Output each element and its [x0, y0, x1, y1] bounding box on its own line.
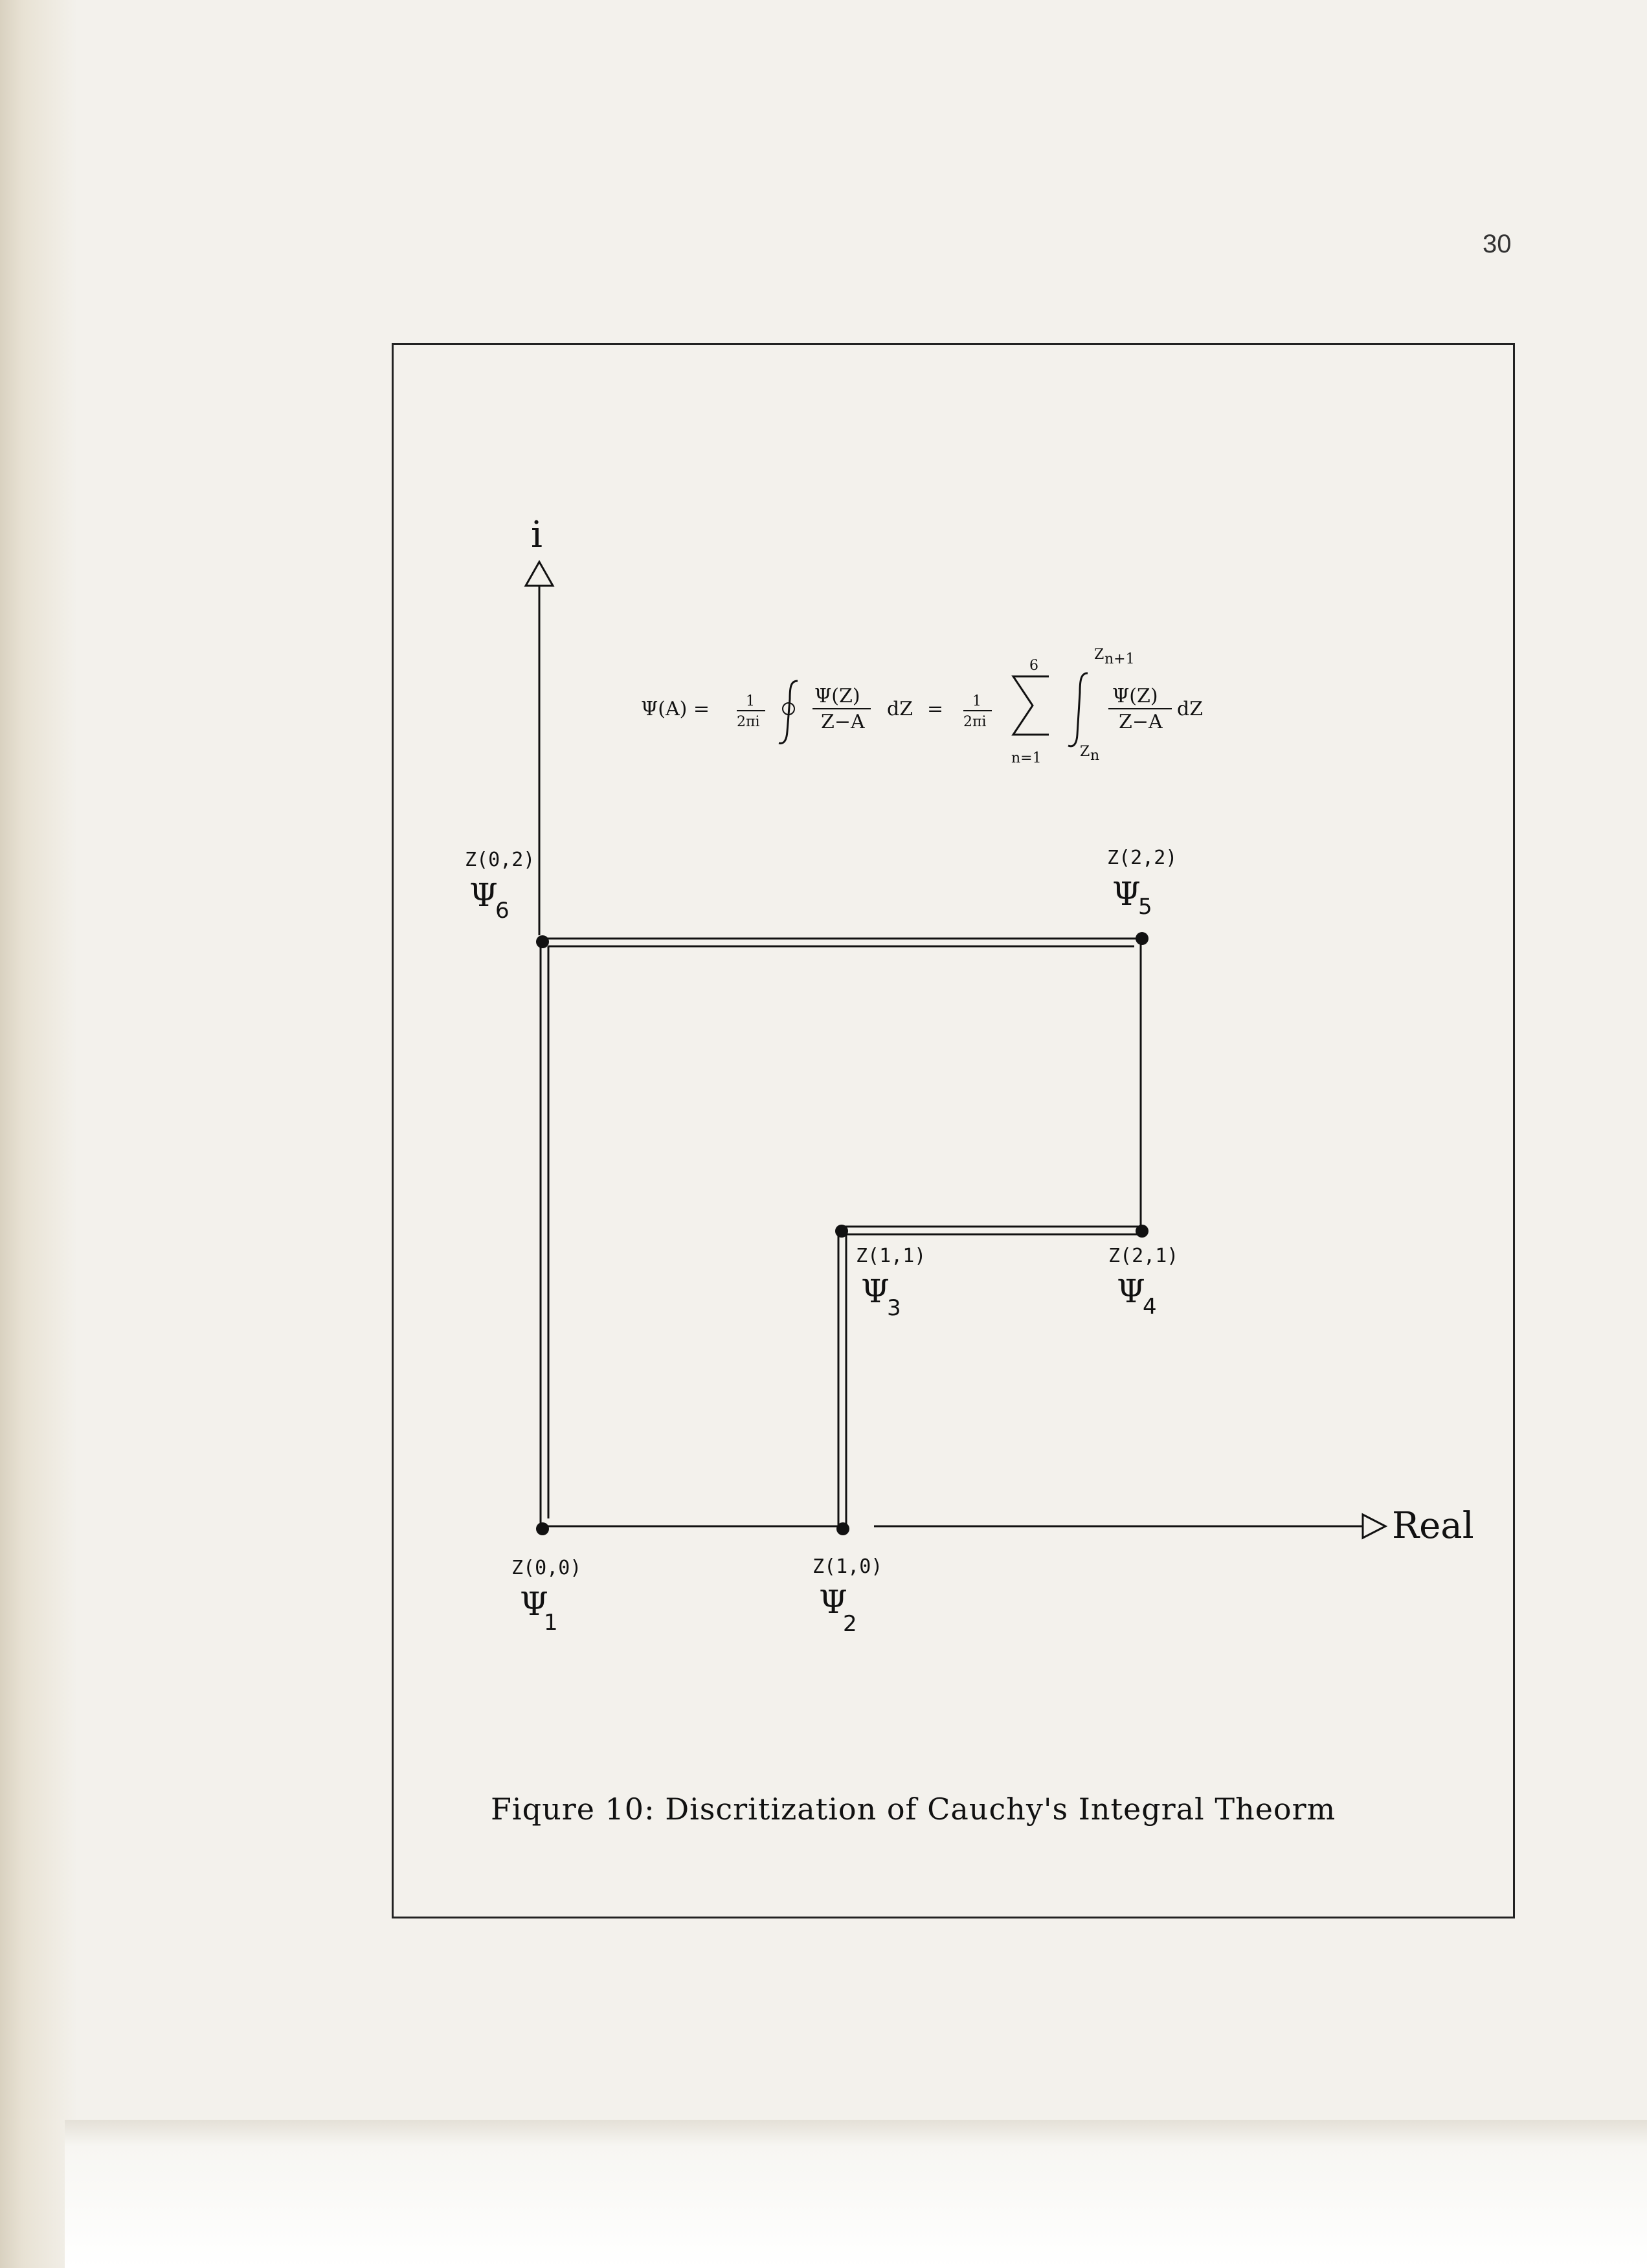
- node-z02-sub: 6: [495, 898, 510, 924]
- node-z02-point: [536, 935, 549, 948]
- node-z22-psi: Ψ: [1112, 875, 1141, 913]
- node-z11-psi: Ψ: [861, 1273, 890, 1310]
- node-z10-point: [836, 1522, 849, 1535]
- node-z00-point: [536, 1522, 549, 1535]
- node-z00-sub: 1: [544, 1610, 558, 1636]
- node-z21-label: Z(2,1): [1108, 1245, 1179, 1267]
- eq-frac1-den: 2πi: [737, 714, 760, 730]
- cauchy-equation: [641, 647, 1203, 766]
- figure-caption: Fiqure 10: Discritization of Cauchy's Integral Theorm: [491, 1792, 1336, 1827]
- eq-integrand-num: Ψ(Z): [814, 685, 860, 707]
- eq-dz: dZ: [887, 698, 913, 720]
- node-z21-point: [1136, 1225, 1148, 1238]
- real-axis-label: Real: [1392, 1505, 1474, 1547]
- node-z22-point: [1136, 932, 1148, 945]
- node-z10-label: Z(1,0): [812, 1555, 883, 1578]
- node-z22-sub: 5: [1138, 894, 1152, 920]
- eq-frac1-num: 1: [746, 693, 755, 709]
- node-z00-psi: Ψ: [520, 1585, 548, 1623]
- eq-integral-sign: [1068, 673, 1088, 746]
- eq-dz2: dZ: [1177, 698, 1204, 720]
- node-z11-label: Z(1,1): [856, 1245, 926, 1267]
- node-z22-label: Z(2,2): [1107, 847, 1178, 869]
- node-z02-psi: Ψ: [469, 876, 498, 914]
- eq-integrand2-num: Ψ(Z): [1112, 685, 1158, 707]
- eq-frac2-den: 2πi: [963, 714, 987, 730]
- node-z11-sub: 3: [887, 1295, 901, 1321]
- node-z02-label: Z(0,2): [465, 849, 535, 871]
- node-z21-sub: 4: [1143, 1294, 1157, 1320]
- eq-contour-integral-sign: [779, 681, 798, 743]
- node-z00-label: Z(0,0): [511, 1557, 582, 1579]
- node-z11-point: [835, 1225, 848, 1238]
- eq-sum-sign: [1013, 676, 1049, 735]
- eq-int-upper: Z: [1094, 647, 1104, 663]
- eq-sum-upper: 6: [1029, 658, 1038, 674]
- eq-sum-lower: n=1: [1011, 750, 1042, 766]
- eq-lhs: Ψ(A) =: [641, 698, 710, 720]
- eq-integrand-den: Z−A: [821, 711, 865, 733]
- eq-equals: =: [927, 698, 944, 720]
- node-z21-psi: Ψ: [1117, 1273, 1145, 1310]
- eq-int-lower: Z: [1080, 744, 1090, 760]
- page-number: 30: [1483, 230, 1512, 258]
- node-z10-psi: Ψ: [819, 1583, 847, 1621]
- eq-int-lower-sub: n: [1090, 748, 1100, 764]
- imaginary-axis-label: i: [531, 514, 543, 556]
- eq-frac2-num: 1: [972, 693, 981, 709]
- eq-integrand2-den: Z−A: [1119, 711, 1163, 733]
- eq-int-upper-sub: n+1: [1104, 651, 1135, 667]
- real-axis-arrowhead: [1363, 1515, 1385, 1538]
- node-z10-sub: 2: [843, 1611, 857, 1637]
- imaginary-axis-arrowhead: [526, 562, 553, 586]
